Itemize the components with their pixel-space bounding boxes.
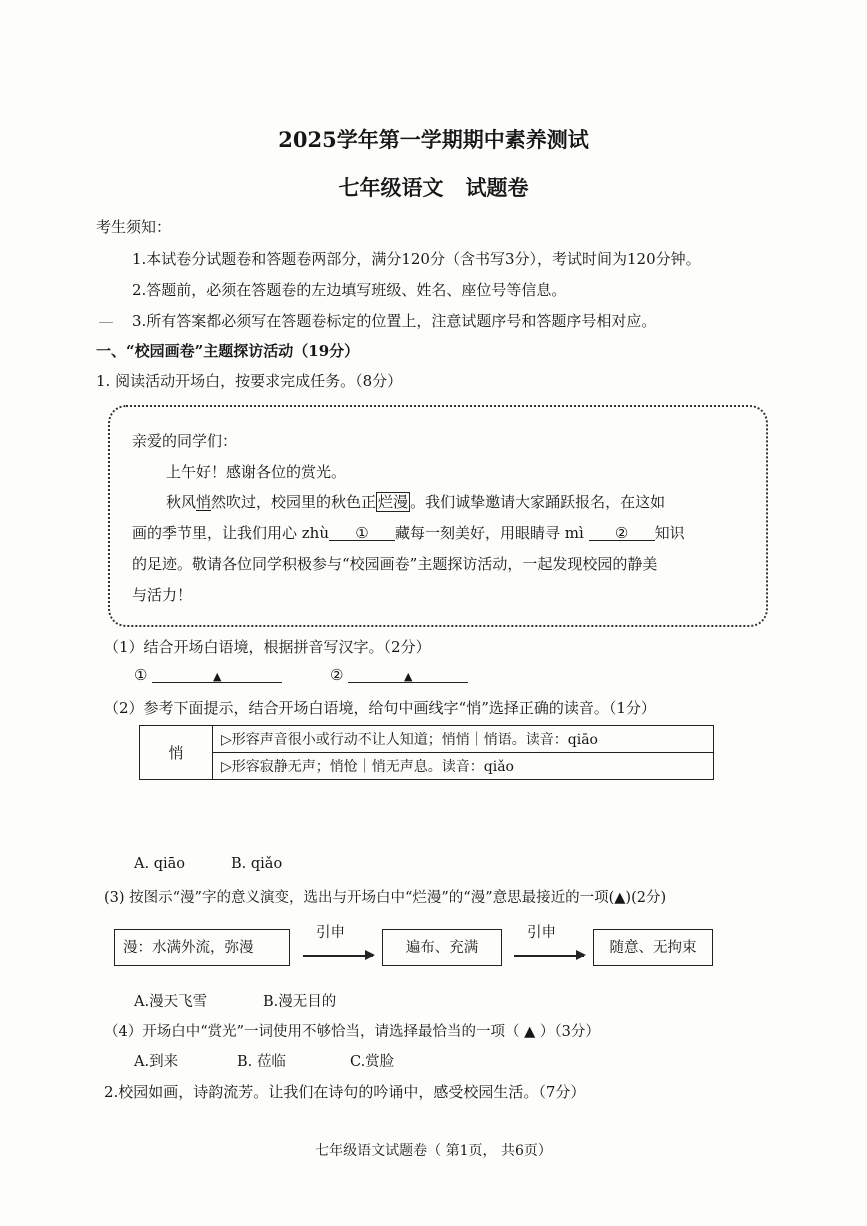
sub3-stem: (3) 按图示“漫”字的意义演变，选出与开场白中“烂漫”的“漫”意思最接近的一项(▲)(2分) [104, 890, 667, 906]
passage-line-5: 与活力！ [132, 586, 193, 604]
sub1-answer-2 [330, 666, 468, 684]
scan-mark [99, 322, 113, 323]
q1-stem: 1. 阅读活动开场白，按要求完成任务。（8分） [96, 372, 403, 390]
passage-text: 然吹过，校园里的秋色正 [211, 493, 377, 511]
paper-label: 试题卷 [465, 175, 529, 200]
passage-text: 知识 [654, 524, 685, 542]
section1-heading: 一、“校园画卷”主题探访活动（19分） [96, 342, 360, 360]
notice-item-1: 1.本试卷分试题卷和答题卷两部分，满分120分（含书写3分），考试时间为120分钟。 [132, 250, 701, 268]
passage-text: 画的季节里，让我们用心 zhù [132, 524, 329, 542]
notice-item-2: 2.答题前，必须在答题卷的左边填写班级、姓名、座位号等信息。 [132, 281, 567, 299]
passage-text: 藏每一刻美好，用眼睛寻 mì [395, 524, 584, 542]
flow-box-2: 遍布、充满 [382, 929, 502, 966]
answer-blank-2[interactable] [348, 666, 468, 683]
arrow-label-2: 引申 [527, 925, 556, 941]
boxed-word: 烂漫 [378, 493, 409, 511]
passage-text: 。我们诚挚邀请大家踊跃报名，在这如 [410, 493, 666, 511]
arrow-right-icon [514, 955, 584, 957]
sub3-option-b[interactable]: B.漫无目的 [263, 994, 337, 1010]
passage-text: 秋风 [166, 493, 197, 511]
q2-stem: 2.校园如画，诗韵流芳。让我们在诗句的吟诵中，感受校园生活。（7分） [104, 1083, 586, 1101]
sub2-option-a[interactable]: A. qiāo [134, 856, 185, 872]
sub4-stem: （4）开场白中“赏光”一词使用不够恰当，请选择最恰当的一项（ ▲ ）（3分） [104, 1024, 600, 1040]
definition-2: ▷形容寂静无声；悄怆｜悄无声息。读音：qiǎo [213, 753, 714, 780]
sub2-stem: （2）参考下面提示，结合开场白语境，给句中画线字“悄”选择正确的读音。（1分） [104, 699, 656, 717]
arrow-right-icon [303, 955, 373, 957]
flow-box-3: 随意、无拘束 [593, 929, 713, 966]
blank-2[interactable]: ② [589, 524, 655, 541]
definition-1: ▷形容声音很小或行动不让人知道；悄悄｜悄语。读音：qiāo [213, 726, 714, 753]
sub1-stem: （1）结合开场白语境，根据拼音写汉字。（2分） [104, 638, 431, 656]
exam-title: 2025学年第一学期期中素养测试 [278, 127, 589, 152]
sub1-answer-1 [134, 666, 282, 684]
triangle-marker-icon: ▲ [213, 670, 222, 683]
passage-greeting: 亲爱的同学们： [132, 432, 238, 450]
flow-box-1: 漫：水满外流，弥漫 [114, 929, 290, 966]
answer-label-2: ② [330, 666, 344, 684]
passage-line-4: 的足迹。敬请各位同学积极参与“校园画卷”主题探访活动，一起发现校园的静美 [132, 555, 658, 573]
blank-1[interactable]: ① [329, 524, 395, 541]
answer-label-1: ① [134, 666, 148, 684]
sub2-option-b[interactable]: B. qiǎo [231, 856, 283, 872]
passage-line-1: 上午好！感谢各位的赏光。 [166, 463, 347, 481]
notice-item-3: 3.所有答案都必须写在答题卷标定的位置上，注意试题序号和答题序号相对应。 [132, 312, 657, 330]
sub4-option-b[interactable]: B. 莅临 [237, 1054, 286, 1070]
answer-blank-1[interactable] [152, 666, 282, 683]
triangle-marker-icon: ▲ [404, 670, 413, 683]
sub4-option-c[interactable]: C.赏脸 [350, 1054, 395, 1070]
passage-line-2 [166, 491, 665, 512]
exam-subtitle [0, 172, 867, 202]
passage-line-3 [132, 522, 685, 543]
arrow-label-1: 引申 [316, 925, 345, 941]
sub4-option-a[interactable]: A.到来 [134, 1054, 179, 1070]
notice-heading: 考生须知： [96, 218, 172, 236]
sub3-option-a[interactable]: A.漫天飞雪 [134, 994, 208, 1010]
definition-char: 悄 [140, 726, 213, 780]
subject-label: 七年级语文 [338, 175, 444, 200]
definition-table [139, 725, 714, 780]
page-footer: 七年级语文试题卷（ 第1页， 共6页） [315, 1143, 552, 1159]
underlined-char: 悄 [196, 493, 212, 511]
